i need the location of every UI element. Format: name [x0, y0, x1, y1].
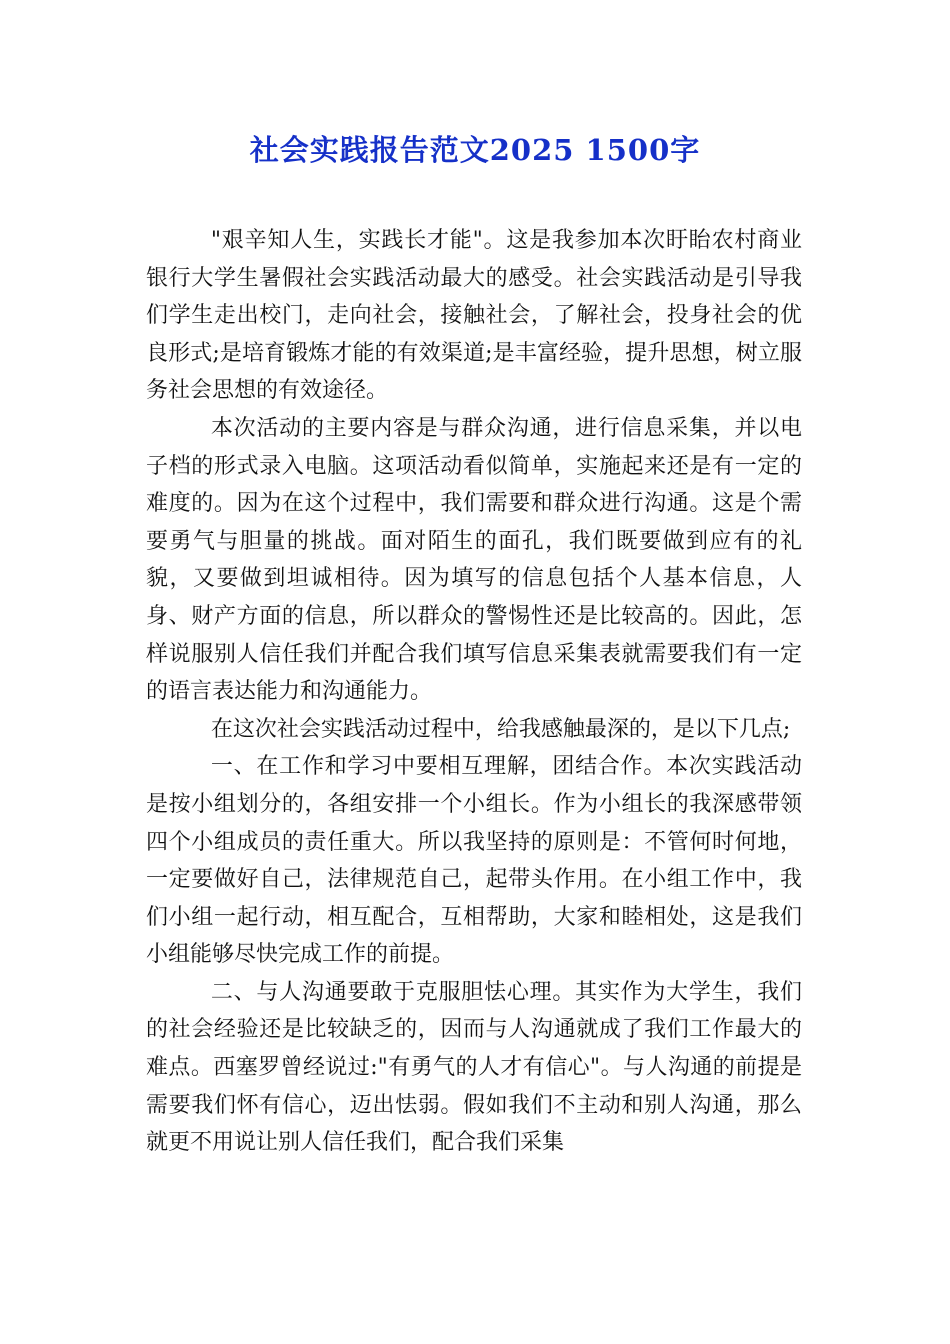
paragraph: 一、在工作和学习中要相互理解，团结合作。本次实践活动是按小组划分的，各组安排一个小组长。作为小组长的我深感带领四个小组成员的责任重大。所以我坚持的原则是：不管何时何地，一定要做好自己，法律规范自己，起带头作用。在小组工作中，我们小组一起行动，相互配合，互相帮助，大家和睦相处，这是我们小组能够尽快完成工作的前提。 [146, 754, 802, 968]
document-title: 社会实践报告范文2025 1500字 [249, 133, 701, 167]
paragraph: 本次活动的主要内容是与群众沟通，进行信息采集，并以电子档的形式录入电脑。这项活动看似简单，实施起来还是有一定的难度的。因为在这个过程中，我们需要和群众进行沟通。这是个需要勇气与胆量的挑战。面对陌生的面孔，我们既要做到应有的礼貌，又要做到坦诚相待。因为填写的信息包括个人基本信息，人身、财产方面的信息，所以群众的警惕性还是比较高的。因此，怎样说服别人信任我们并配合我们填写信息采集表就需要我们有一定的语言表达能力和沟通能力。 [146, 415, 802, 705]
document-body [146, 222, 802, 1162]
paragraph: "艰辛知人生，实践长才能"。这是我参加本次盱眙农村商业银行大学生暑假社会实践活动最大的感受。社会实践活动是引导我们学生走出校门，走向社会，接触社会，了解社会，投身社会的优良形式;是培育锻炼才能的有效渠道;是丰富经验，提升思想，树立服务社会思想的有效途径。 [146, 228, 802, 404]
paragraph: 二、与人沟通要敢于克服胆怯心理。其实作为大学生，我们的社会经验还是比较缺乏的，因而与人沟通就成了我们工作最大的难点。西塞罗曾经说过:"有勇气的人才有信心"。与人沟通的前提是需要我们怀有信心，迈出怯弱。假如我们不主动和别人沟通，那么就更不用说让别人信任我们，配合我们采集 [146, 979, 802, 1156]
paragraph: 在这次社会实践活动过程中，给我感触最深的，是以下几点; [210, 716, 791, 742]
